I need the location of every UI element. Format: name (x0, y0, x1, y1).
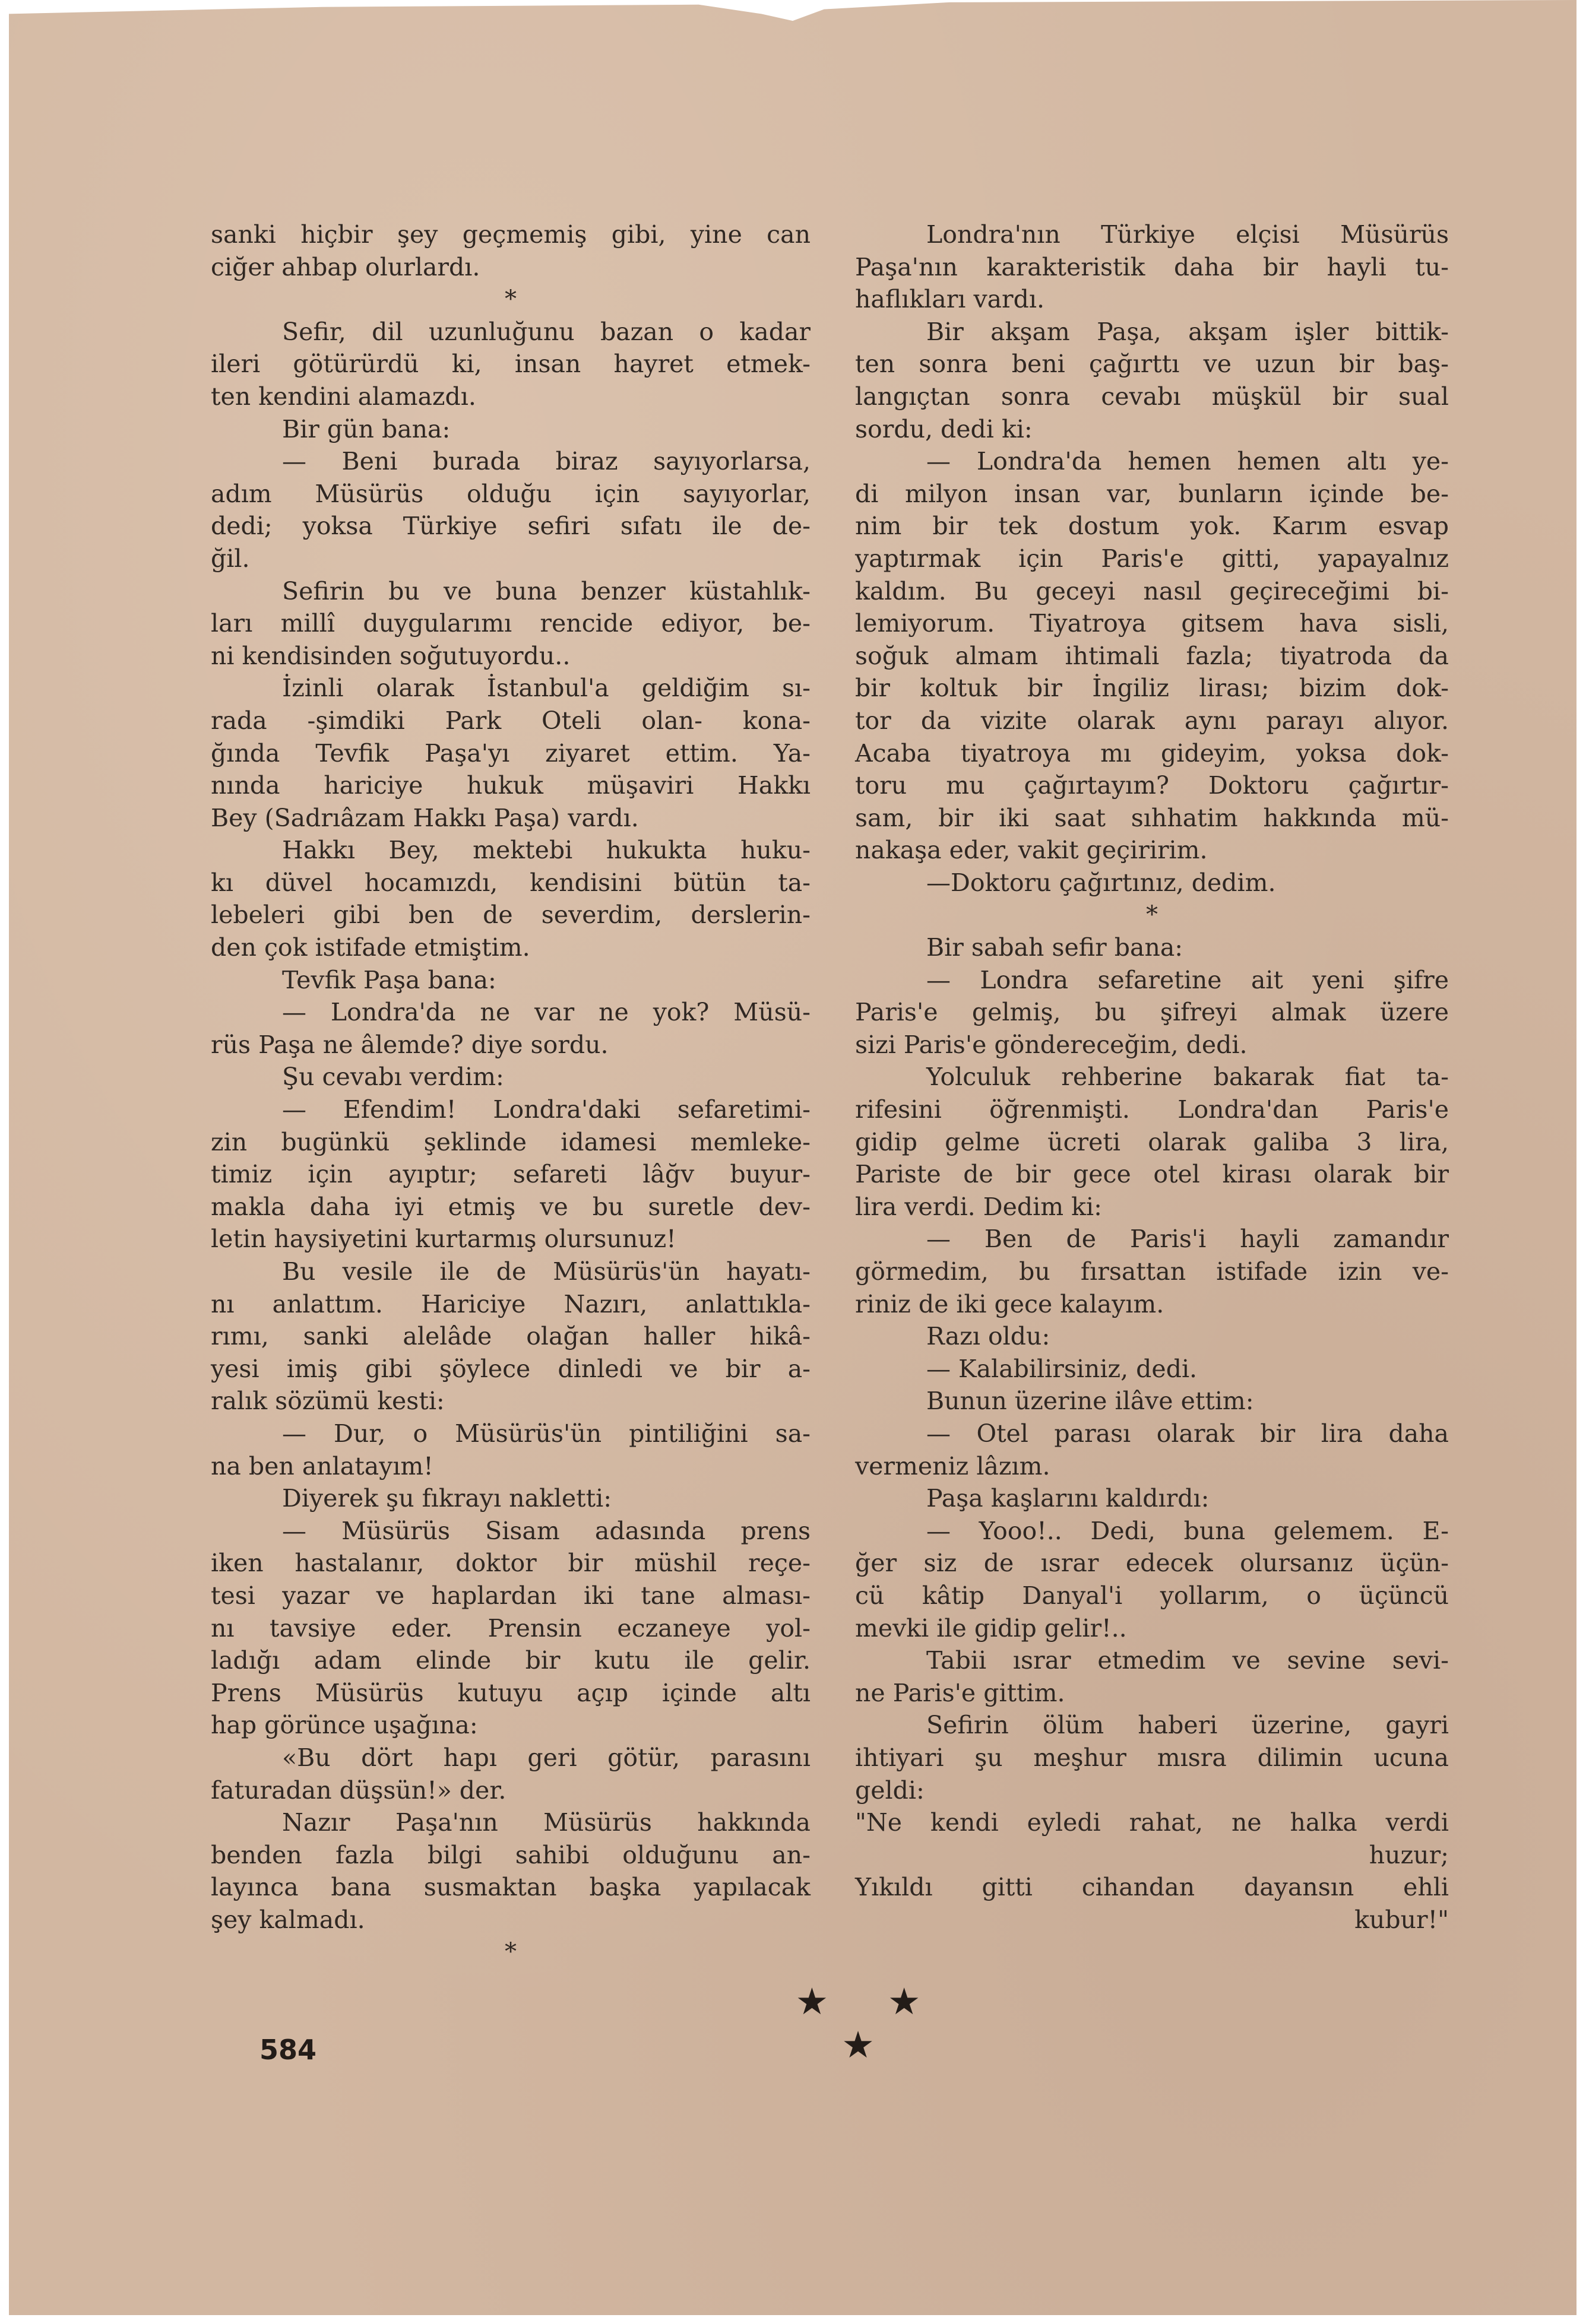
page-number: 584 (259, 2034, 317, 2066)
section-star: * (505, 1938, 517, 1966)
text-line: — Londra'da hemen hemen altı ye- (926, 447, 1449, 476)
section-star: * (505, 286, 517, 313)
left-column (211, 218, 811, 1968)
text-line: mevki ile gidip gelir!.. (855, 1613, 1127, 1643)
text-line: — Dur, o Müsürüs'ün pintiliğini sa- (282, 1419, 811, 1448)
text-line: şey kalmadı. (211, 1905, 365, 1934)
text-line: rada -şimdiki Park Oteli olan- kona- (211, 706, 811, 735)
text-line: Sefirin ölüm haberi üzerine, gayri (926, 1711, 1449, 1740)
text-line: Acaba tiyatroya mı gideyim, yoksa dok- (855, 738, 1449, 768)
text-line: «Bu dört hapı geri götür, parasını (282, 1743, 811, 1772)
text-line: Londra'nın Türkiye elçisi Müsürüs (926, 220, 1449, 249)
text-line: toru mu çağırtayım? Doktoru çağırtır- (855, 771, 1449, 800)
text-line: Bir sabah sefir bana: (926, 933, 1183, 962)
text-line: Sefirin bu ve buna benzer küstahlık- (282, 576, 811, 605)
text-line: — Ben de Paris'i hayli zamandır (926, 1225, 1449, 1254)
section-star: * (1146, 901, 1158, 929)
text-line: sizi Paris'e göndereceğim, dedi. (855, 1030, 1248, 1059)
text-line: ten sonra beni çağırttı ve uzun bir baş- (855, 350, 1449, 379)
text-line: ni kendisinden soğutuyordu.. (211, 641, 571, 670)
text-line: Razı oldu: (926, 1322, 1050, 1351)
text-line: lemiyorum. Tiyatroya gitsem hava sisli, (855, 609, 1449, 638)
text-line: nakaşa eder, vakit geçiririm. (855, 836, 1208, 865)
text-line: yaptırmak için Paris'e gitti, yapayalnız (855, 544, 1449, 573)
text-line: Prens Müsürüs kutuyu açıp içinde altı (211, 1678, 811, 1707)
text-line: — Efendim! Londra'daki sefaretimi- (282, 1095, 811, 1124)
text-line: Diyerek şu fıkrayı nakletti: (282, 1484, 612, 1513)
text-line: rımı, sanki alelâde olağan haller hikâ- (211, 1322, 811, 1351)
text-line: haflıkları vardı. (855, 285, 1045, 314)
text-line: ladığı adam elinde bir kutu ile gelir. (211, 1646, 811, 1675)
text-line: nim bir tek dostum yok. Karım esvap (855, 512, 1449, 541)
text-line: ileri götürürdü ki, insan hayret etmek- (211, 350, 811, 379)
poem-line: huzur; (1369, 1840, 1449, 1869)
poem-line: kubur!" (1354, 1905, 1449, 1934)
text-line: letin haysiyetini kurtarmış olursunuz! (211, 1225, 676, 1254)
text-line: langıçtan sonra cevabı müşkül bir sual (855, 382, 1449, 411)
text-line: kı düvel hocamızdı, kendisini bütün ta- (211, 868, 811, 897)
text-line: Nazır Paşa'nın Müsürüs hakkında (282, 1808, 811, 1837)
text-line: sordu, dedi ki: (855, 414, 1033, 443)
text-line: Hakkı Bey, mektebi hukukta huku- (282, 836, 811, 865)
text-line: yesi imiş gibi şöylece dinledi ve bir a- (211, 1354, 811, 1383)
text-line: Paşa kaşlarını kaldırdı: (926, 1484, 1210, 1513)
text-line: Bu vesile ile de Müsürüs'ün hayatı- (282, 1257, 811, 1286)
text-line: İzinli olarak İstanbul'a geldiğim sı- (282, 674, 811, 703)
poem-line: Yıkıldı gitti cihandan dayansın ehli (855, 1873, 1449, 1902)
text-line: rüs Paşa ne âlemde? diye sordu. (211, 1030, 609, 1059)
text-line: kaldım. Bu geceyi nasıl geçireceğimi bi- (855, 576, 1449, 605)
text-line: lebeleri gibi ben de severdim, derslerin- (211, 901, 811, 930)
text-line: — Londra sefaretine ait yeni şifre (926, 965, 1449, 994)
text-line: dedi; yoksa Türkiye sefiri sıfatı ile de- (211, 512, 811, 541)
text-line: tesi yazar ve haplardan iki tane alması- (211, 1581, 811, 1610)
text-line: — Beni burada biraz sayıyorlarsa, (282, 447, 811, 476)
text-line: nı tavsiye eder. Prensin eczaneye yol- (211, 1613, 811, 1643)
text-line: gidip gelme ücreti olarak galiba 3 lira, (855, 1127, 1449, 1156)
text-line: di milyon insan var, bunların içinde be- (855, 479, 1449, 508)
text-line: — Müsürüs Sisam adasında prens (282, 1516, 811, 1545)
text-line: görmedim, bu fırsattan istifade izin ve- (855, 1257, 1449, 1286)
text-line: zin bugünkü şeklinde idamesi memleke- (211, 1127, 811, 1156)
text-line: — Yooo!.. Dedi, buna gelemem. E- (926, 1516, 1449, 1545)
text-line: Tevfik Paşa bana: (282, 965, 496, 994)
text-line: Şu cevabı verdim: (282, 1063, 504, 1092)
text-line: Paşa'nın karakteristik daha bir hayli tu- (855, 252, 1449, 281)
text-line: Bir akşam Paşa, akşam işler bittik- (926, 317, 1449, 346)
text-line: Paris'e gelmiş, bu şifreyi almak üzere (855, 998, 1449, 1027)
text-line: layınca bana susmaktan başka yapılacak (211, 1873, 811, 1902)
text-line: faturadan düşsün!» der. (211, 1776, 506, 1805)
end-stars: ★ ★ ★ (795, 1980, 945, 2066)
text-line: ları millî duygularımı rencide ediyor, be- (211, 609, 811, 638)
text-line: adım Müsürüs olduğu için sayıyorlar, (211, 479, 811, 508)
text-line: rifesini öğrenmişti. Londra'dan Paris'e (855, 1095, 1449, 1124)
text-line: ihtiyari şu meşhur mısra dilimin ucuna (855, 1743, 1449, 1772)
text-line: — Londra'da ne var ne yok? Müsü- (282, 998, 811, 1027)
text-line: ralık sözümü kesti: (211, 1387, 445, 1416)
text-line: Tabii ısrar etmedim ve sevine sevi- (926, 1646, 1449, 1675)
text-line: ğil. (211, 544, 250, 573)
text-line: geldi: (855, 1776, 925, 1805)
poem-line: "Ne kendi eyledi rahat, ne halka verdi (855, 1808, 1449, 1837)
text-line: timiz için ayıptır; sefareti lâğv buyur- (211, 1160, 811, 1189)
text-line: ne Paris'e gittim. (855, 1678, 1065, 1707)
right-column (855, 218, 1449, 1936)
text-line: makla daha iyi etmiş ve bu suretle dev- (211, 1192, 811, 1221)
text-line: Yolculuk rehberine bakarak fiat ta- (926, 1063, 1449, 1092)
text-line: tor da vizite olarak aynı parayı alıyor. (855, 706, 1449, 735)
text-line: iken hastalanır, doktor bir müshil reçe- (211, 1549, 811, 1578)
text-line: ten kendini alamazdı. (211, 382, 476, 411)
text-line: riniz de iki gece kalayım. (855, 1289, 1164, 1318)
text-line: ciğer ahbap olurlardı. (211, 252, 480, 281)
text-line: Bey (Sadrıâzam Hakkı Paşa) vardı. (211, 803, 639, 832)
text-line: na ben anlatayım! (211, 1451, 433, 1480)
text-line: —Doktoru çağırtınız, dedim. (926, 868, 1276, 897)
text-line: den çok istifade etmiştim. (211, 933, 530, 962)
text-line: sam, bir iki saat sıhhatim hakkında mü- (855, 803, 1449, 832)
text-line: ğında Tevfik Paşa'yı ziyaret ettim. Ya- (211, 738, 811, 768)
text-line: nı anlattım. Hariciye Nazırı, anlattıkla- (211, 1289, 811, 1318)
text-line: — Otel parası olarak bir lira daha (926, 1419, 1449, 1448)
text-line: — Kalabilirsiniz, dedi. (926, 1354, 1198, 1383)
text-line: cü kâtip Danyal'i yollarım, o üçüncü (855, 1581, 1449, 1610)
text-line: soğuk almam ihtimali fazla; tiyatroda da (855, 641, 1449, 670)
text-line: Pariste de bir gece otel kirası olarak bir (855, 1160, 1449, 1189)
text-line: nında hariciye hukuk müşaviri Hakkı (211, 771, 811, 800)
text-line: lira verdi. Dedim ki: (855, 1192, 1102, 1221)
text-line: sanki hiçbir şey geçmemiş gibi, yine can (211, 220, 811, 249)
text-line: benden fazla bilgi sahibi olduğunu an- (211, 1840, 811, 1869)
text-line: bir koltuk bir İngiliz lirası; bizim dok- (855, 674, 1449, 703)
text-line: Bir gün bana: (282, 414, 451, 443)
text-line: vermeniz lâzım. (855, 1451, 1050, 1480)
text-line: hap görünce uşağına: (211, 1711, 478, 1740)
text-line: Sefir, dil uzunluğunu bazan o kadar (282, 317, 811, 346)
text-line: ğer siz de ısrar edecek olursanız üçün- (855, 1549, 1449, 1578)
text-line: Bunun üzerine ilâve ettim: (926, 1387, 1254, 1416)
